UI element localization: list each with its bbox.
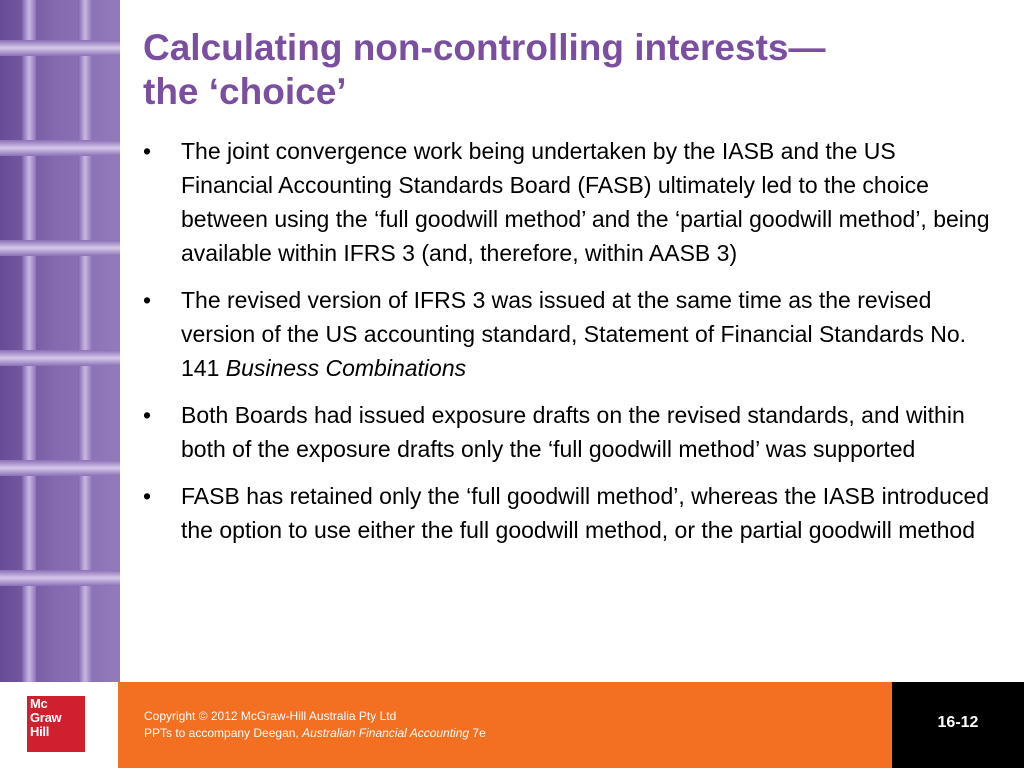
mcgraw-hill-logo xyxy=(27,696,85,752)
bullet-text: The revised version of IFRS 3 was issued at the same time as the revised version of the US accounting standard, Statement of Financial Standards No. 141 xyxy=(181,287,966,381)
slide-title xyxy=(143,26,1003,114)
slide-title-line-2: the ‘choice’ xyxy=(143,71,347,112)
book-title: Australian Financial Accounting xyxy=(302,726,470,740)
footer-logo-area xyxy=(0,682,118,768)
bullet-dot-icon: • xyxy=(143,287,152,313)
bullet-text: The joint convergence work being undertaken by the IASB and the US Financial Accounting Standards Board (FASB) ultimately led to the choice between using the ‘full goodwill method’ and the ‘partial goodwill method’, being available within IFRS 3 (and, therefore, within AASB 3) xyxy=(181,138,990,266)
footer-bar xyxy=(0,682,1024,768)
bullet-dot-icon: • xyxy=(143,483,152,509)
bullet-dot-icon: • xyxy=(143,138,152,164)
footer-copyright-band xyxy=(118,682,892,768)
logo-line-3: Hill xyxy=(30,724,50,739)
bullet-item xyxy=(143,479,993,547)
edition: 7e xyxy=(469,726,486,740)
page-number: 16-12 xyxy=(937,714,979,731)
bullet-item xyxy=(143,398,993,466)
bullet-text: Both Boards had issued exposure drafts on the revised standards, and within both of the exposure drafts only the ‘full goodwill method’ was supported xyxy=(181,402,965,462)
ppts-prefix: PPTs to accompany Deegan, xyxy=(144,726,303,740)
footer-text xyxy=(144,708,486,742)
copyright-text: Copyright © 2012 McGraw-Hill Australia Pty Ltd xyxy=(144,709,397,723)
logo-line-2: Graw xyxy=(30,710,62,725)
ppts-credit xyxy=(144,725,486,742)
bullet-item xyxy=(143,283,993,385)
bullet-italic-title: Business Combinations xyxy=(225,355,467,381)
bullet-list xyxy=(143,134,993,560)
slide-title-line-1: Calculating non-controlling interests— xyxy=(143,27,826,68)
bullet-dot-icon: • xyxy=(143,402,152,428)
bullet-item xyxy=(143,134,993,270)
footer-page-box xyxy=(892,682,1024,768)
decorative-side-photo xyxy=(0,0,120,682)
bullet-text: FASB has retained only the ‘full goodwill method’, whereas the IASB introduced the option to use either the full goodwill method, or the partial goodwill method xyxy=(181,483,990,543)
logo-line-1: Mc xyxy=(30,696,48,711)
